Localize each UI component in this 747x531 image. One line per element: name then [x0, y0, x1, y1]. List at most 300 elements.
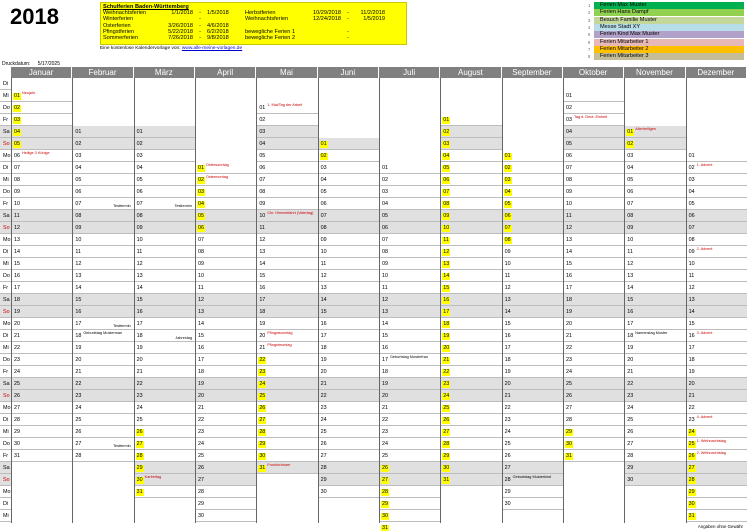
legend-label: Ferien Mitarbeiter 3 [594, 53, 744, 60]
day-number: 09 [504, 249, 511, 255]
day-number: 21 [259, 345, 266, 351]
day-number: 01 [443, 117, 450, 123]
day-number: 21 [381, 405, 388, 411]
day-cell [503, 450, 563, 462]
day-number: 24 [14, 369, 20, 375]
day-cell [441, 318, 501, 330]
day-cell [257, 306, 317, 318]
source-link[interactable]: www.alle-meine-vorlagen.de [181, 46, 243, 51]
day-number: 14 [75, 285, 82, 291]
day-number: 05 [504, 201, 511, 207]
day-number: 28 [75, 453, 82, 459]
day-cell [257, 402, 317, 414]
day-cell [73, 258, 133, 270]
day-cell [380, 330, 440, 342]
day-cell [257, 270, 317, 282]
day-number: 05 [688, 201, 695, 207]
day-cell [257, 318, 317, 330]
day-number: 21 [14, 333, 20, 339]
day-number: 08 [443, 201, 450, 207]
day-cell [135, 282, 195, 294]
day-cell [687, 378, 747, 390]
day-cell [73, 402, 133, 414]
day-cell [196, 486, 256, 498]
day-cell [687, 318, 747, 330]
day-cell [625, 234, 685, 246]
day-number: 11 [197, 285, 204, 291]
legend-item [588, 45, 744, 53]
day-cell [257, 258, 317, 270]
day-cell [257, 414, 317, 426]
day-number: 25 [320, 429, 327, 435]
day-cell [564, 306, 624, 318]
month-column [379, 78, 440, 531]
day-cell [441, 198, 501, 210]
day-cell [380, 474, 440, 486]
day-cell [687, 354, 747, 366]
day-number: 18 [14, 297, 20, 303]
day-cell [196, 270, 256, 282]
day-cell [503, 186, 563, 198]
day-cell [12, 270, 72, 282]
weekday-label: Mi [0, 90, 11, 102]
legend-number: 1 [588, 3, 591, 8]
day-number: 06 [504, 213, 511, 219]
day-number: 08 [381, 249, 388, 255]
day-number: 16 [75, 309, 82, 315]
day-cell [12, 330, 72, 342]
day-cell [319, 330, 379, 342]
day-cell [12, 318, 72, 330]
day-cell [625, 390, 685, 402]
day-cell [135, 342, 195, 354]
legend-label: Ferien Kind Max Muster [594, 31, 744, 38]
day-cell [73, 210, 133, 222]
day-number: 13 [443, 261, 450, 267]
legend-label: Ferien Hans Dampf [594, 9, 744, 16]
day-number: 01 [320, 141, 327, 147]
legend-item [588, 38, 744, 46]
day-number: 24 [627, 405, 634, 411]
day-cell [257, 390, 317, 402]
day-number: 14 [627, 285, 634, 291]
day-cell [135, 426, 195, 438]
day-cell [196, 342, 256, 354]
day-number: 02 [136, 141, 143, 147]
day-number: 09 [688, 249, 695, 255]
day-cell [380, 450, 440, 462]
weekday-label: Do [0, 438, 11, 450]
holiday-n1: Sommerferien [103, 35, 139, 42]
day-cell [625, 246, 685, 258]
month-column [440, 78, 501, 523]
day-number: 01 [75, 129, 82, 135]
day-cell [564, 354, 624, 366]
day-cell [687, 222, 747, 234]
day-number: 28 [381, 489, 388, 495]
day-number: 25 [443, 405, 450, 411]
day-number: 06 [197, 225, 204, 231]
day-number: 23 [259, 369, 266, 375]
day-number: 05 [320, 189, 327, 195]
month-header-2: Februar [72, 67, 133, 78]
day-cell [319, 474, 379, 486]
day-cell [135, 222, 195, 234]
day-number: 28 [136, 453, 143, 459]
day-number: 23 [627, 393, 634, 399]
day-cell [196, 198, 256, 210]
holidays-title: Schulferien Baden-Württemberg [103, 4, 189, 10]
day-number: 27 [688, 465, 695, 471]
day-number: 01 [565, 93, 572, 99]
day-number: 24 [443, 393, 450, 399]
day-number: 26 [136, 429, 143, 435]
day-event: Pfingstsonntag [267, 331, 293, 335]
day-number: 20 [197, 393, 204, 399]
day-number: 19 [197, 381, 204, 387]
day-number: 30 [320, 489, 327, 495]
day-number: 26 [197, 465, 204, 471]
weekday-label: Do [0, 102, 11, 114]
day-number: 13 [688, 297, 695, 303]
month-header-3: März [134, 67, 195, 78]
day-number: 20 [627, 357, 634, 363]
month-column [195, 78, 256, 523]
day-cell [441, 126, 501, 138]
day-cell [625, 318, 685, 330]
day-cell [196, 450, 256, 462]
day-cell [319, 234, 379, 246]
day-number: 06 [14, 153, 20, 159]
month-header-10: Oktober [563, 67, 624, 78]
day-cell [257, 450, 317, 462]
day-cell [319, 414, 379, 426]
day-number: 17 [136, 321, 143, 327]
day-cell [441, 330, 501, 342]
weekday-label: Di [0, 414, 11, 426]
day-number: 21 [627, 369, 634, 375]
day-cell [564, 270, 624, 282]
month-column [256, 78, 317, 523]
day-number: 02 [627, 141, 634, 147]
day-cell [380, 342, 440, 354]
day-cell [503, 414, 563, 426]
legend-item [588, 2, 744, 9]
day-cell [319, 198, 379, 210]
day-event: Karfreitag [144, 475, 162, 479]
day-number: 06 [381, 225, 388, 231]
day-cell [73, 150, 133, 162]
day-cell [441, 162, 501, 174]
day-cell [196, 186, 256, 198]
day-cell [257, 222, 317, 234]
day-cell [12, 354, 72, 366]
day-number: 10 [197, 273, 204, 279]
day-number: 12 [504, 285, 511, 291]
day-number: 15 [136, 297, 143, 303]
day-event: 2. Weihnachtstag [696, 451, 726, 455]
day-cell [564, 294, 624, 306]
weekday-label: So [0, 222, 11, 234]
day-cell [625, 258, 685, 270]
day-cell [12, 210, 72, 222]
day-number: 22 [259, 357, 266, 363]
day-cell [196, 498, 256, 510]
day-number: 12 [14, 225, 20, 231]
day-number: 21 [688, 393, 695, 399]
day-cell [503, 426, 563, 438]
day-number: 14 [259, 261, 266, 267]
day-number: 14 [320, 297, 327, 303]
day-number: 20 [504, 381, 511, 387]
day-cell [503, 270, 563, 282]
day-cell [257, 426, 317, 438]
day-number: 20 [75, 357, 82, 363]
holiday-d2: 4/6/2018 [207, 22, 229, 29]
day-cell [135, 474, 195, 486]
day-cell [73, 306, 133, 318]
day-cell [73, 378, 133, 390]
day-cell [564, 246, 624, 258]
day-number: 18 [627, 333, 634, 339]
day-number: 19 [504, 369, 511, 375]
day-cell [135, 174, 195, 186]
day-number: 07 [75, 201, 82, 207]
day-cell [380, 486, 440, 498]
day-number: 15 [504, 321, 511, 327]
day-number: 05 [136, 177, 143, 183]
day-number: 08 [320, 225, 327, 231]
day-event: Allerheiligen [635, 127, 656, 131]
day-cell [441, 294, 501, 306]
day-cell [73, 126, 133, 138]
day-number: 27 [381, 477, 388, 483]
day-cell [257, 246, 317, 258]
day-number: 28 [443, 441, 450, 447]
holiday-s1: - [199, 28, 201, 35]
day-cell [625, 198, 685, 210]
day-number: 26 [75, 429, 82, 435]
day-number: 09 [75, 225, 82, 231]
day-cell [257, 438, 317, 450]
day-cell [12, 294, 72, 306]
day-cell [73, 174, 133, 186]
day-number: 12 [443, 249, 450, 255]
day-number: 09 [136, 225, 143, 231]
day-cell [257, 102, 317, 114]
day-number: 12 [136, 261, 143, 267]
day-event: Geburtstag Musterman [83, 331, 123, 335]
day-number: 28 [259, 429, 266, 435]
legend-label: Ferien Mitarbeiter 2 [594, 46, 744, 53]
day-cell [625, 306, 685, 318]
holiday-n2: Weihnachtsferien [245, 16, 289, 23]
day-cell [503, 198, 563, 210]
day-number: 16 [443, 297, 450, 303]
day-cell [319, 366, 379, 378]
day-number: 24 [259, 381, 266, 387]
month-header-8: August [440, 67, 501, 78]
day-cell [441, 186, 501, 198]
weekday-label: Fr [0, 282, 11, 294]
day-number: 07 [443, 189, 450, 195]
holiday-d3 [311, 35, 341, 41]
day-number: 02 [75, 141, 82, 147]
day-number: 03 [75, 153, 82, 159]
month-header-5: Mai [256, 67, 317, 78]
day-event: Heilige 3 Könige [22, 151, 50, 155]
day-cell [12, 402, 72, 414]
holiday-d2: 6/2/2018 [207, 28, 229, 35]
day-number: 22 [443, 369, 450, 375]
day-cell [441, 234, 501, 246]
day-cell [73, 450, 133, 462]
day-number: 31 [381, 525, 388, 531]
weekday-label: Mo [0, 234, 11, 246]
day-number: 01 [627, 129, 634, 135]
day-number: 29 [136, 465, 143, 471]
day-cell [441, 450, 501, 462]
day-cell [257, 330, 317, 342]
day-cell [12, 426, 72, 438]
holiday-d1: 7/26/2018 [168, 35, 193, 42]
day-cell [687, 258, 747, 270]
day-cell [564, 318, 624, 330]
day-event: 3. Advent [696, 331, 713, 335]
day-cell [564, 222, 624, 234]
legend-label: Ferien Max Muster [594, 2, 744, 9]
day-number: 27 [75, 441, 82, 447]
day-number: 14 [136, 285, 143, 291]
holiday-s1: - [199, 22, 201, 29]
day-cell [257, 162, 317, 174]
day-number: 27 [443, 429, 450, 435]
day-number: 15 [259, 273, 266, 279]
day-cell [135, 246, 195, 258]
day-number: 29 [197, 501, 204, 507]
weekday-label: Fr [0, 450, 11, 462]
day-cell [12, 198, 72, 210]
day-number: 09 [443, 213, 450, 219]
day-number: 10 [627, 237, 634, 243]
day-number: 25 [14, 381, 20, 387]
day-cell [135, 390, 195, 402]
day-event: Tag d. Deut. Einheit [573, 115, 608, 119]
day-number: 30 [259, 453, 266, 459]
day-number: 21 [197, 405, 204, 411]
day-number: 10 [688, 261, 695, 267]
legend [588, 2, 744, 61]
day-cell [441, 390, 501, 402]
day-cell [12, 90, 72, 102]
day-cell [73, 138, 133, 150]
day-cell [319, 282, 379, 294]
holiday-n2: Herbstferien [245, 10, 276, 17]
day-number: 02 [688, 165, 695, 171]
day-cell [441, 342, 501, 354]
day-cell [135, 354, 195, 366]
day-number: 30 [565, 441, 572, 447]
day-cell [196, 414, 256, 426]
day-number: 26 [14, 393, 20, 399]
day-cell [319, 222, 379, 234]
weekday-label: Sa [0, 210, 11, 222]
day-number: 24 [75, 405, 82, 411]
holiday-s1: - [199, 10, 201, 17]
day-cell [73, 354, 133, 366]
day-number: 22 [197, 417, 204, 423]
day-cell [196, 222, 256, 234]
day-number: 19 [627, 345, 634, 351]
day-number: 11 [565, 213, 572, 219]
day-number: 15 [75, 297, 82, 303]
day-cell [257, 378, 317, 390]
day-number: 17 [565, 285, 572, 291]
day-cell [12, 342, 72, 354]
day-number: 04 [259, 141, 266, 147]
day-number: 04 [381, 201, 388, 207]
day-number: 18 [136, 333, 143, 339]
day-cell [380, 198, 440, 210]
day-cell [196, 354, 256, 366]
day-number: 27 [320, 453, 327, 459]
side-note: Jahrestag [175, 336, 192, 340]
day-cell [12, 258, 72, 270]
day-cell [73, 330, 133, 342]
weekday-label: Sa [0, 126, 11, 138]
weekday-label: Di [0, 330, 11, 342]
day-cell [625, 126, 685, 138]
month-header-7: Juli [379, 67, 440, 78]
day-cell [441, 426, 501, 438]
day-cell [12, 282, 72, 294]
day-cell [12, 138, 72, 150]
day-number: 10 [565, 201, 572, 207]
print-date-label: Druckdatum: [2, 61, 31, 67]
day-cell [12, 126, 72, 138]
day-number: 15 [443, 285, 450, 291]
day-number: 28 [688, 477, 695, 483]
day-number: 21 [136, 369, 143, 375]
day-cell [503, 282, 563, 294]
holiday-d1: 3/26/2018 [168, 22, 193, 29]
day-number: 15 [688, 321, 695, 327]
day-number: 16 [136, 309, 143, 315]
day-number: 14 [565, 249, 572, 255]
day-cell [319, 246, 379, 258]
day-number: 23 [381, 429, 388, 435]
day-number: 15 [381, 333, 388, 339]
day-number: 10 [320, 249, 327, 255]
day-number: 22 [14, 345, 20, 351]
day-number: 18 [504, 357, 511, 363]
day-number: 06 [627, 189, 634, 195]
day-number: 30 [14, 441, 20, 447]
day-number: 08 [565, 177, 572, 183]
weekday-label: Sa [0, 462, 11, 474]
day-cell [380, 438, 440, 450]
day-number: 17 [75, 321, 82, 327]
day-number: 08 [136, 213, 143, 219]
day-cell [73, 270, 133, 282]
day-cell [687, 438, 747, 450]
day-cell [625, 330, 685, 342]
school-holidays-box [100, 2, 407, 45]
day-number: 30 [443, 465, 450, 471]
day-cell [503, 462, 563, 474]
day-number: 19 [259, 321, 266, 327]
day-cell [135, 294, 195, 306]
